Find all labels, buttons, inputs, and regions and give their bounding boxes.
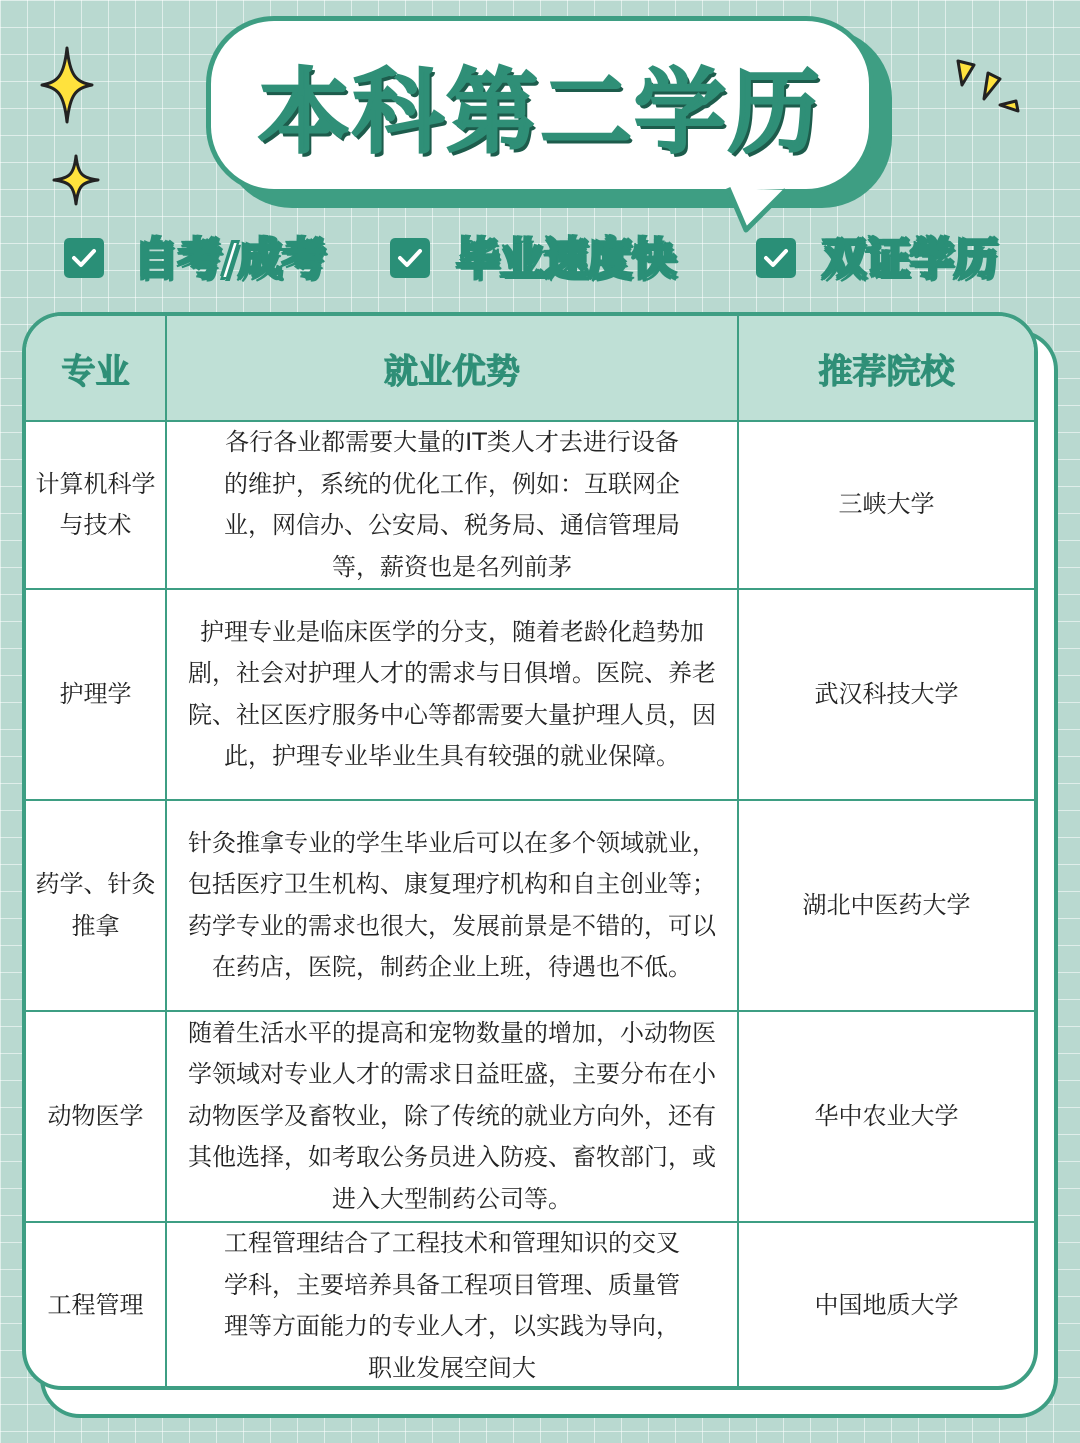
feature-dual-certificate: 双证学历 [822,234,998,285]
table-row [26,1011,1034,1222]
table-row [26,800,1034,1011]
table-row [26,1222,1034,1389]
school-cell: 武汉科技大学 [738,589,1034,800]
header-major: 专业 [26,316,166,421]
school-cell: 中国地质大学 [738,1222,1034,1389]
major-cell: 计算机科学与技术 [26,421,166,589]
sparkle-small-icon [52,154,100,206]
table-row [26,421,1034,589]
advantage-cell: 各行各业都需要大量的IT类人才去进行设备的维护，系统的优化工作，例如：互联网企业，网信办、公安局、税务局、通信管理局等，薪资也是名列前茅 [166,421,738,589]
major-cell: 药学、针灸推拿 [26,800,166,1011]
header-school: 推荐院校 [738,316,1034,421]
advantage-cell: 护理专业是临床医学的分支，随着老龄化趋势加剧，社会对护理人才的需求与日俱增。医院、养老院、社区医疗服务中心等都需要大量护理人员，因此，护理专业毕业生具有较强的就业保障。 [166,589,738,800]
major-table [26,316,1034,1389]
title-bubble [206,16,874,194]
major-table-card [22,312,1038,1390]
major-cell: 动物医学 [26,1011,166,1222]
feature-list [0,226,1080,294]
major-cell: 工程管理 [26,1222,166,1389]
page-title: 本科第二学历 [257,59,822,166]
major-cell: 护理学 [26,589,166,800]
school-cell: 湖北中医药大学 [738,800,1034,1011]
advantage-cell: 随着生活水平的提高和宠物数量的增加，小动物医学领域对专业人才的需求日益旺盛，主要分布在小动物医学及畜牧业，除了传统的就业方向外，还有其他选择，如考取公务员进入防疫、畜牧部门，或进入大型制药公司等。 [166,1011,738,1222]
check-icon [390,238,430,278]
school-cell: 三峡大学 [738,421,1034,589]
feature-exam-type: 自考/成考 [134,234,327,285]
sparkle-large-icon [40,46,94,124]
school-cell: 华中农业大学 [738,1011,1034,1222]
check-icon [64,238,104,278]
table-header-row [26,316,1034,421]
advantage-cell: 针灸推拿专业的学生毕业后可以在多个领域就业，包括医疗卫生机构、康复理疗机构和自主创业等；药学专业的需求也很大，发展前景是不错的，可以在药店，医院，制药企业上班，待遇也不低。 [166,800,738,1011]
check-icon [756,238,796,278]
feature-fast-graduation: 毕业速度快 [456,234,676,285]
accent-dashes-icon [950,55,1025,120]
header-advantage: 就业优势 [166,316,738,421]
table-row [26,589,1034,800]
advantage-cell: 工程管理结合了工程技术和管理知识的交叉学科，主要培养具备工程项目管理、质量管理等方面能力的专业人才，以实践为导向，职业发展空间大 [166,1222,738,1389]
